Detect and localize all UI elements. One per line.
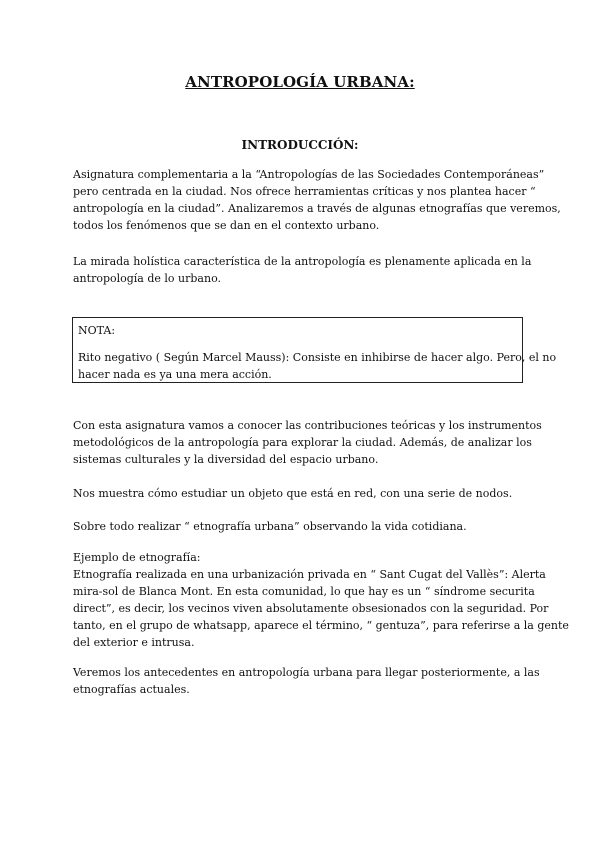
example-heading: Ejemplo de etnografía: (73, 551, 201, 564)
example-line: tanto, en el grupo de whatsapp, aparece el término, “ gentuza”, para referirse a la gente (73, 619, 569, 632)
example-line: del exterior e intrusa. (73, 636, 195, 649)
closing-line: Veremos los antecedentes en antropología urbana para llegar posteriormente, a las (73, 666, 540, 679)
network-line: Nos muestra cómo estudiar un objeto que está en red, con una serie de nodos. (73, 487, 513, 500)
example-line: Etnografía realizada en una urbanización privada en “ Sant Cugat del Vallès”: Alerta (73, 568, 546, 581)
note-line: hacer nada es ya una mera acción. (78, 368, 272, 381)
intro-line: pero centrada en la ciudad. Nos ofrece herramientas críticas y nos plantea hacer “ (73, 185, 536, 198)
intro-line: todos los fenómenos que se dan en el contexto urbano. (73, 219, 380, 232)
intro-line: antropología en la ciudad”. Analizaremos a través de algunas etnografías que veremos, (73, 202, 561, 215)
note-label: NOTA: (78, 324, 116, 337)
contributions-line: Con esta asignatura vamos a conocer las contribuciones teóricas y los instrumentos (73, 419, 542, 432)
note-box (72, 317, 557, 383)
ethnography-line: Sobre todo realizar “ etnografía urbana” observando la vida cotidiana. (73, 520, 467, 533)
document-title: ANTROPOLOGÍA URBANA: (185, 73, 415, 91)
intro-paragraph (73, 166, 561, 234)
example-line: direct”, es decir, los vecinos viven absolutamente obsesionados con la seguridad. Por (73, 602, 549, 615)
example-paragraph (73, 549, 569, 651)
contributions-paragraph (73, 417, 542, 468)
example-line: mira-sol de Blanca Mont. En esta comunidad, lo que hay es un “ síndrome securita (73, 585, 535, 598)
contributions-line: metodológicos de la antropología para explorar la ciudad. Además, de analizar los (73, 436, 532, 449)
holistic-line: antropología de lo urbano. (73, 272, 222, 285)
closing-line: etnografías actuales. (73, 683, 190, 696)
intro-line: Asignatura complementaria a la “Antropologías de las Sociedades Contemporáneas” (73, 168, 545, 181)
closing-paragraph (73, 664, 540, 698)
holistic-paragraph (73, 253, 533, 287)
holistic-line: La mirada holística característica de la antropología es plenamente aplicada en la (73, 255, 532, 268)
note-line: Rito negativo ( Según Marcel Mauss): Consiste en inhibirse de hacer algo. Pero, el no (78, 351, 557, 364)
ethnography-paragraph (73, 518, 533, 535)
section-heading-introduccion: INTRODUCCIÓN: (241, 138, 359, 152)
network-paragraph (73, 485, 533, 502)
contributions-line: sistemas culturales y la diversidad del espacio urbano. (73, 453, 379, 466)
